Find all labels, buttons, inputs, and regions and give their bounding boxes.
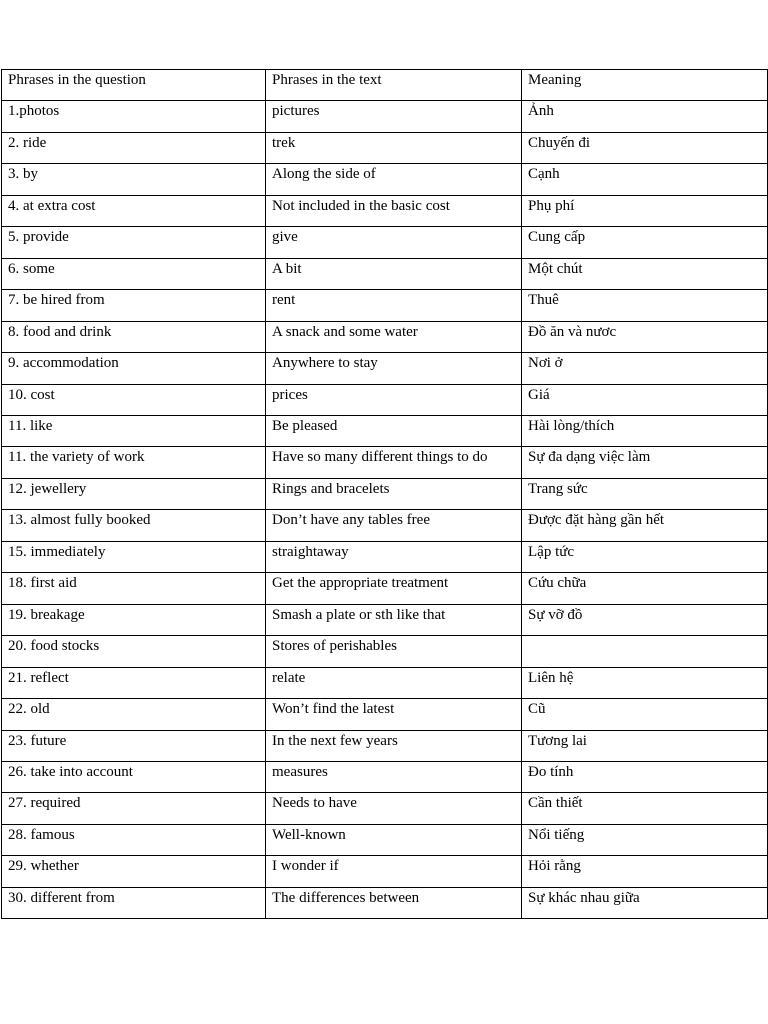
meaning: Giá xyxy=(528,386,550,403)
text-phrase: Get the appropriate treatment xyxy=(272,575,449,592)
header-meaning: Meaning xyxy=(528,72,582,88)
meaning: Ảnh xyxy=(528,103,554,120)
text-phrase: The differences between xyxy=(272,889,420,906)
header-cell-question xyxy=(2,70,266,101)
table-cell-question-phrase xyxy=(2,761,266,792)
question-phrase: 23. future xyxy=(8,732,67,749)
meaning: Đồ ăn và nươc xyxy=(528,323,617,340)
table-row xyxy=(2,699,768,730)
table-row xyxy=(2,824,768,855)
meaning: Tương lai xyxy=(528,732,587,749)
meaning: Thuê xyxy=(528,292,559,309)
table-cell-question-phrase xyxy=(2,699,266,730)
table-cell-text-phrase xyxy=(266,793,522,824)
table-row xyxy=(2,101,768,132)
text-phrase: trek xyxy=(272,134,296,151)
meaning: Nơi ở xyxy=(528,355,563,372)
table-cell-question-phrase xyxy=(2,447,266,478)
text-phrase: relate xyxy=(272,669,306,686)
question-phrase: 2. ride xyxy=(8,134,47,151)
text-phrase: pictures xyxy=(272,103,320,120)
text-phrase: measures xyxy=(272,763,328,780)
table-cell-text-phrase xyxy=(266,321,522,352)
table-cell-meaning xyxy=(522,824,768,855)
table-row xyxy=(2,321,768,352)
table-cell-text-phrase xyxy=(266,195,522,226)
table-cell-meaning xyxy=(522,761,768,792)
vocab-table xyxy=(1,69,768,919)
question-phrase: 11. the variety of work xyxy=(8,449,145,466)
table-row xyxy=(2,132,768,163)
question-phrase: 5. provide xyxy=(8,229,69,246)
table-row xyxy=(2,761,768,792)
table-cell-text-phrase xyxy=(266,478,522,509)
table-cell-question-phrase xyxy=(2,101,266,132)
table-row xyxy=(2,447,768,478)
text-phrase: I wonder if xyxy=(272,858,339,875)
table-cell-question-phrase xyxy=(2,730,266,761)
table-cell-text-phrase xyxy=(266,258,522,289)
table-cell-text-phrase xyxy=(266,510,522,541)
table-cell-meaning xyxy=(522,510,768,541)
table-cell-text-phrase xyxy=(266,541,522,572)
text-phrase: A bit xyxy=(272,260,302,277)
meaning: Cứu chữa xyxy=(528,575,587,592)
table-cell-question-phrase xyxy=(2,636,266,667)
table-cell-text-phrase xyxy=(266,887,522,918)
table-cell-text-phrase xyxy=(266,415,522,446)
question-phrase: 6. some xyxy=(8,260,55,277)
table-cell-text-phrase xyxy=(266,856,522,887)
table-row xyxy=(2,730,768,761)
question-phrase: 30. different from xyxy=(8,889,115,906)
table-cell-question-phrase xyxy=(2,321,266,352)
text-phrase: Stores of perishables xyxy=(272,638,397,655)
text-phrase: In the next few years xyxy=(272,732,398,749)
table-cell-question-phrase xyxy=(2,195,266,226)
meaning: Một chút xyxy=(528,260,583,277)
table-cell-meaning xyxy=(522,258,768,289)
table-cell-meaning xyxy=(522,604,768,635)
text-phrase: Smash a plate or sth like that xyxy=(272,606,446,623)
table-cell-meaning xyxy=(522,447,768,478)
table-cell-meaning xyxy=(522,730,768,761)
table-cell-question-phrase xyxy=(2,793,266,824)
table-row xyxy=(2,510,768,541)
table-cell-question-phrase xyxy=(2,478,266,509)
text-phrase: give xyxy=(272,229,298,246)
meaning: Sự vỡ đồ xyxy=(528,606,583,623)
meaning: Cạnh xyxy=(528,166,560,183)
meaning: Đo tính xyxy=(528,763,574,780)
table-cell-text-phrase xyxy=(266,132,522,163)
table-row xyxy=(2,604,768,635)
text-phrase: Needs to have xyxy=(272,795,357,812)
question-phrase: 15. immediately xyxy=(8,543,106,560)
text-phrase: Anywhere to stay xyxy=(272,355,378,372)
table-cell-meaning xyxy=(522,353,768,384)
text-phrase: rent xyxy=(272,292,296,309)
table-row xyxy=(2,195,768,226)
table-cell-text-phrase xyxy=(266,636,522,667)
text-phrase: Along the side of xyxy=(272,166,376,183)
question-phrase: 3. by xyxy=(8,166,38,183)
text-phrase: Well-known xyxy=(272,826,346,843)
meaning: Hỏi rằng xyxy=(528,858,581,875)
table-row xyxy=(2,793,768,824)
text-phrase: Don’t have any tables free xyxy=(272,512,430,529)
table-row xyxy=(2,478,768,509)
table-cell-meaning xyxy=(522,132,768,163)
table-cell-question-phrase xyxy=(2,164,266,195)
table-cell-question-phrase xyxy=(2,132,266,163)
table-cell-question-phrase xyxy=(2,887,266,918)
table-cell-question-phrase xyxy=(2,573,266,604)
header-question: Phrases in the question xyxy=(8,72,146,88)
question-phrase: 19. breakage xyxy=(8,606,85,623)
table-cell-text-phrase xyxy=(266,164,522,195)
table-row xyxy=(2,887,768,918)
table-cell-meaning xyxy=(522,101,768,132)
table-cell-text-phrase xyxy=(266,730,522,761)
meaning: Trang sức xyxy=(528,480,588,497)
question-phrase: 13. almost fully booked xyxy=(8,512,151,529)
table-header-row xyxy=(2,70,768,101)
question-phrase: 20. food stocks xyxy=(8,638,100,655)
meaning: Lập tức xyxy=(528,543,575,560)
text-phrase: Have so many different things to do xyxy=(272,449,488,466)
question-phrase: 4. at extra cost xyxy=(8,197,96,214)
meaning: Hài lòng/thích xyxy=(528,417,615,434)
table-cell-meaning xyxy=(522,415,768,446)
table-cell-meaning xyxy=(522,887,768,918)
table-cell-text-phrase xyxy=(266,227,522,258)
question-phrase: 11. like xyxy=(8,417,53,434)
header-cell-text xyxy=(266,70,522,101)
meaning: Sự đa dạng việc làm xyxy=(528,449,651,466)
table-cell-text-phrase xyxy=(266,290,522,321)
table-cell-text-phrase xyxy=(266,604,522,635)
table-cell-text-phrase xyxy=(266,384,522,415)
table-cell-meaning xyxy=(522,195,768,226)
question-phrase: 1.photos xyxy=(8,103,60,120)
table-cell-meaning xyxy=(522,667,768,698)
table-row xyxy=(2,636,768,667)
question-phrase: 26. take into account xyxy=(8,763,133,780)
table-cell-text-phrase xyxy=(266,573,522,604)
table-cell-meaning xyxy=(522,541,768,572)
meaning: Sự khác nhau giữa xyxy=(528,889,640,906)
table-cell-text-phrase xyxy=(266,699,522,730)
table-cell-text-phrase xyxy=(266,101,522,132)
meaning: Cũ xyxy=(528,701,546,718)
table-cell-meaning xyxy=(522,384,768,415)
table-cell-question-phrase xyxy=(2,227,266,258)
table-cell-text-phrase xyxy=(266,824,522,855)
meaning: Phụ phí xyxy=(528,197,575,214)
table-cell-text-phrase xyxy=(266,761,522,792)
table-cell-meaning xyxy=(522,290,768,321)
table-cell-text-phrase xyxy=(266,667,522,698)
table-cell-question-phrase xyxy=(2,510,266,541)
question-phrase: 22. old xyxy=(8,701,50,718)
text-phrase: prices xyxy=(272,386,308,403)
table-cell-meaning xyxy=(522,856,768,887)
table-cell-question-phrase xyxy=(2,604,266,635)
table-cell-question-phrase xyxy=(2,353,266,384)
meaning: Chuyến đi xyxy=(528,134,591,151)
question-phrase: 7. be hired from xyxy=(8,292,105,309)
table-body xyxy=(2,70,768,919)
meaning: Cần thiết xyxy=(528,795,583,812)
text-phrase: straightaway xyxy=(272,543,349,560)
table-cell-text-phrase xyxy=(266,447,522,478)
table-row xyxy=(2,384,768,415)
table-cell-meaning xyxy=(522,321,768,352)
header-text: Phrases in the text xyxy=(272,72,382,88)
table-row xyxy=(2,573,768,604)
table-cell-question-phrase xyxy=(2,384,266,415)
text-phrase: Rings and bracelets xyxy=(272,480,390,497)
meaning: Nổi tiếng xyxy=(528,826,585,843)
table-cell-meaning xyxy=(522,699,768,730)
question-phrase: 21. reflect xyxy=(8,669,69,686)
table-row xyxy=(2,353,768,384)
header-cell-meaning xyxy=(522,70,768,101)
question-phrase: 12. jewellery xyxy=(8,480,87,497)
table-cell-question-phrase xyxy=(2,541,266,572)
table-cell-meaning xyxy=(522,793,768,824)
question-phrase: 29. whether xyxy=(8,858,79,875)
table-cell-question-phrase xyxy=(2,667,266,698)
table-row xyxy=(2,667,768,698)
table-cell-meaning xyxy=(522,478,768,509)
table-row xyxy=(2,258,768,289)
question-phrase: 18. first aid xyxy=(8,575,77,592)
table-cell-question-phrase xyxy=(2,415,266,446)
meaning: Được đặt hàng gần hết xyxy=(528,512,665,529)
question-phrase: 10. cost xyxy=(8,386,55,403)
table-cell-meaning xyxy=(522,164,768,195)
table-cell-meaning xyxy=(522,573,768,604)
table-cell-text-phrase xyxy=(266,353,522,384)
question-phrase: 9. accommodation xyxy=(8,355,119,372)
table-row xyxy=(2,227,768,258)
table-cell-meaning xyxy=(522,636,768,667)
table-row xyxy=(2,856,768,887)
table-cell-question-phrase xyxy=(2,290,266,321)
table-cell-question-phrase xyxy=(2,824,266,855)
meaning: Liên hệ xyxy=(528,669,574,686)
table-row xyxy=(2,415,768,446)
table-cell-question-phrase xyxy=(2,258,266,289)
text-phrase: Not included in the basic cost xyxy=(272,197,450,214)
question-phrase: 28. famous xyxy=(8,826,75,843)
table-row xyxy=(2,541,768,572)
text-phrase: A snack and some water xyxy=(272,323,418,340)
text-phrase: Be pleased xyxy=(272,417,338,434)
table-row xyxy=(2,290,768,321)
text-phrase: Won’t find the latest xyxy=(272,701,395,718)
question-phrase: 8. food and drink xyxy=(8,323,112,340)
meaning: Cung cấp xyxy=(528,229,586,246)
table-cell-meaning xyxy=(522,227,768,258)
table-row xyxy=(2,164,768,195)
question-phrase: 27. required xyxy=(8,795,81,812)
table-cell-question-phrase xyxy=(2,856,266,887)
